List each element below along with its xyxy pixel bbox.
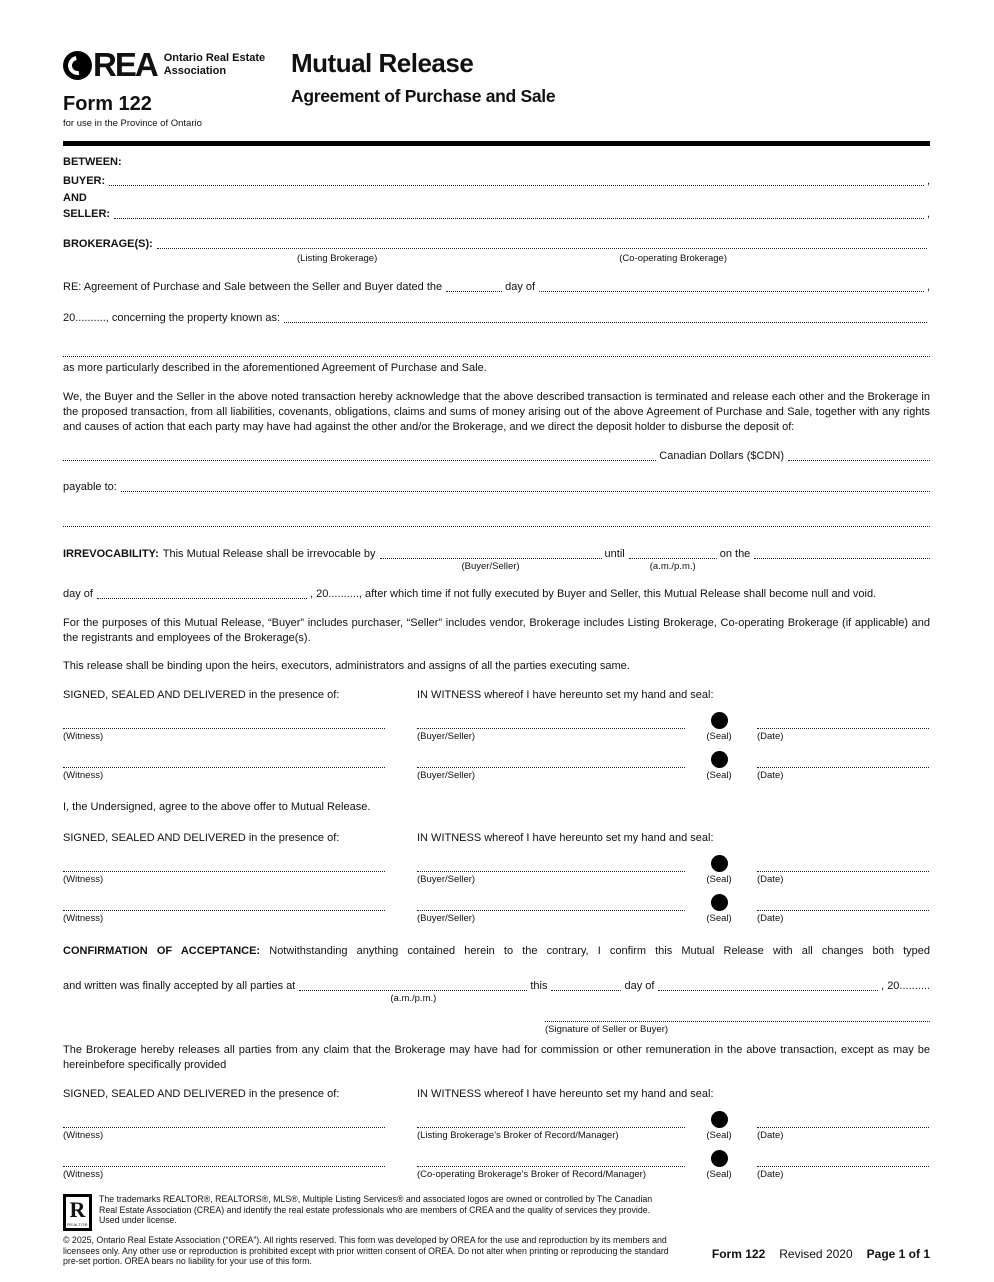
release-paragraph: We, the Buyer and the Seller in the above noted transaction hereby acknowledge that the above described transaction is terminated and release each other and the Brokerage in the proposed transaction, from all liabilities, covenants, obligations, claims and sums of money arising out of the above Agreement of Purchase and Sale, together with any rights and causes of action that each party may have had against the other and/or the Brokerage, and we direct the deposit holder to disburse the deposit of: [63,391,930,433]
irrevocability-label: IRREVOCABILITY: [63,548,159,560]
acceptance-month-field[interactable] [658,990,878,991]
signed-sealed-label: SIGNED, SEALED AND DELIVERED in the presence of: [63,832,340,844]
date-field[interactable] [757,864,929,872]
dated-month-field[interactable] [539,291,924,292]
date-field[interactable] [757,903,929,911]
form-number: Form 122 [63,93,152,115]
witness-signature-field[interactable] [63,1120,385,1128]
signature-row: (Witness) (Buyer/Seller) (Seal) (Date) [63,751,930,781]
confirmation-label: CONFIRMATION OF ACCEPTANCE: [63,945,261,957]
realtor-logo-icon: R REALTOR [63,1194,92,1231]
deposit-amount-numeric-field[interactable] [788,460,930,461]
re-clause-text: RE: Agreement of Purchase and Sale between the Seller and Buyer dated the [63,281,443,293]
seal-icon [711,855,728,872]
signature-row: (Witness) (Buyer/Seller) (Seal) (Date) [63,712,930,742]
dated-day-field[interactable] [446,291,502,292]
signed-sealed-label: SIGNED, SEALED AND DELIVERED in the presence of: [63,689,340,701]
property-known-as-text: 20.........., concerning the property known as: [63,312,281,324]
copyright-notice: © 2025, Ontario Real Estate Association (“OREA”). All rights reserved. This form was developed by OREA for the use and reproduction by its members and licensees only. Any other use or reproduction is prohibited except with prior written consent of OREA. Do not alter when printing or reproducing the standard pre-set portion. OREA bears no liability for your use of this form. [63,1235,669,1266]
irrevocability-text: This Mutual Release shall be irrevocable by [162,548,376,560]
brokerage-captions [63,253,930,264]
ampm-caption: (a.m./p.m.) [390,993,437,1004]
witness-signature-field[interactable] [63,760,385,768]
ampm-caption: (a.m./p.m.) [649,561,696,572]
signature-row: (Witness) (Buyer/Seller) (Seal) (Date) [63,855,930,885]
form-page: REA Ontario Real Estate Association Form 122 for use in the Province of Ontario Mutual Release Agreement of Purchase and Sale BETWEEN: BUYER: , AND SELLER: , BROKERAGE(S): (Listing Brokerage) (Co-operating Brokerage) RE: Agreement of Purchase and Sale between the Seller and Buyer dated the day of , 20.........., concerning the property known as: as more particularly described in the aforementioned Agreement of Purchase and Sale. We, the Buyer and the Seller in the above noted transaction hereby acknowledge that the above described transaction is terminated and release each other and the Brokerage in the proposed transaction, from all liabilities, covenants, obligations, claims and sums of money arising out of the above Agreement of Purchase and Sale, together with any rights and causes of action that each party may have had against the other and/or the Brokerage, and we direct the deposit holder to disburse the deposit of: Canadian Dollars ($CDN) payable to: IRREVOCABILITY: This Mutual Release shall be irrevocable by (Buyer/Seller) until (a.m./p.m.) on the day of , 20.........., after which time if not fully executed by Buyer and Seller, this Mutual Release shall become null and void. For the purposes of this Mutual Release, “Buyer” includes purchaser, “Seller” includes vendor, Brokerage includes Listing Brokerage, Co-operating Brokerage (if applicable) and the registrants and employees of the Brokerage(s). This release shall be binding upon the heirs, executors, administrators and assigns of all the parties executing same. SIGNED, SEALED AND DELIVERED in the presence of: IN WITNESS whereof I have hereunto set my hand and seal: (Witness) (Buyer/Seller) (Seal) (Date) (Witness) (Buyer/Seller) (Seal) (Date) I, the Undersigned, agree to the above offer to Mutual Release. SIGNED, SEALED AND DELIVERED in the presence of: IN WITNESS whereof I have hereunto set my hand and seal: (Witness) (Buyer/Seller) (Seal) (Date) (Witness) (Buyer/Seller) (Seal) (Date) CONFIRMATION OF ACCEPTANCE: Notwithstanding anything contained herein to the contrary, I confirm this Mutual Release with all changes both typed and written was finally accepted by all parties at (a.m./p.m.) this day of , 20.......... (Signature of Seller or Buyer) The Brokerage hereby releases all parties from any claim that the Brokerage may have had for commission or other remuneration in the above transaction, except as may be hereinbefore specifically provided SIGNED, SEALED AND DELIVERED in the presence of: IN WITNESS whereof I have hereunto set my hand and seal: (Witness) (Listing Brokerage’s Broker of Record/Manager) (Seal) (Date) (Witness) (Co-operating Brokerage’s Broker of Record/Manager) (Seal) (Date) R REALTOR The trademarks REALTOR®, REALTORS®, MLS®, Multiple Listing Services® and associated logos are owned or controlled by The Canadian Real Estate Association (CREA) and identify the real estate professionals who are members of CREA and the quality of services they provide. Used under license. © 2025, Ontario Real Estate Association (“OREA”). All rights reserved. This form was developed by OREA for the use and reproduction by its members and licensees only. Any other use or reproduction is prohibited except with prior written consent of OREA. Do not alter when printing or reproducing the standard pre-set portion. OREA bears no liability for your use of this form. Form 122 Revised 2020 Page 1 of 1 [0,0,994,1282]
acceptance-time-field[interactable] [299,990,527,1004]
seal-icon [711,894,728,911]
header-rule [63,141,930,146]
form-title: Mutual Release [291,48,474,78]
trademark-notice: The trademarks REALTOR®, REALTORS®, MLS®, Multiple Listing Services® and associated logos are owned or controlled by The Canadian Real Estate Association (CREA) and identify the real estate professionals who are members of CREA and the quality of services they provide. Used under license. [99,1194,653,1225]
witness-signature-field[interactable] [63,864,385,872]
brokerage-release-paragraph: The Brokerage hereby releases all parties from any claim that the Brokerage may have had for commission or other remuneration in the above transaction, except as may be hereinbefore specifically provided [63,1044,930,1071]
orea-org-name: Ontario Real Estate Association [163,52,266,77]
footer-page: Page 1 of 1 [866,1246,930,1261]
buyer-seller-signature-field[interactable] [417,864,685,872]
seal-icon [711,751,728,768]
signature-row: (Witness) (Buyer/Seller) (Seal) (Date) [63,894,930,924]
irrevocable-by-field[interactable] [380,558,602,572]
orea-logo [63,46,291,84]
payable-to-continued-field[interactable] [63,513,930,527]
signature-row: (Witness) (Listing Brokerage’s Broker of Record/Manager) (Seal) (Date) [63,1111,930,1141]
seal-icon [711,1111,728,1128]
seller-buyer-signature-field[interactable] [545,1014,930,1022]
signature-of-caption: (Signature of Seller or Buyer) [545,1024,669,1035]
buyer-seller-signature-field[interactable] [417,721,685,729]
date-field[interactable] [757,760,929,768]
witness-signature-field[interactable] [63,903,385,911]
footer [63,1194,930,1267]
between-label: BETWEEN: [63,156,122,168]
seller-label: SELLER: [63,208,111,220]
date-field[interactable] [757,721,929,729]
payable-to-field[interactable] [121,491,930,492]
payable-to-label: payable to: [63,481,117,493]
irrevocability-month-field[interactable] [97,598,307,599]
until-time-field[interactable] [629,558,717,572]
listing-brokerage-caption: (Listing Brokerage) [297,253,378,264]
listing-broker-signature-field[interactable] [417,1120,685,1128]
in-witness-label: IN WITNESS whereof I have hereunto set my hand and seal: [417,689,714,701]
footer-revised: Revised 2020 [779,1246,853,1261]
confirmation-text: Notwithstanding anything contained herein to the contrary, I confirm this Mutual Release with all changes both typed [269,945,931,957]
property-description-field[interactable] [63,343,930,357]
irrevocability-day-of: day of [63,588,93,600]
buyer-seller-caption: (Buyer/Seller) [461,561,520,572]
witness-signature-field[interactable] [63,1159,385,1167]
undersigned-text: I, the Undersigned, agree to the above offer to Mutual Release. [63,801,371,813]
buyer-seller-signature-field[interactable] [417,903,685,911]
described-text: as more particularly described in the aforementioned Agreement of Purchase and Sale. [63,362,487,374]
coop-brokerage-caption: (Co-operating Brokerage) [619,253,727,264]
date-field[interactable] [757,1120,929,1128]
buyer-label: BUYER: [63,175,106,187]
seal-icon [711,1150,728,1167]
signature-row: (Witness) (Co-operating Brokerage’s Broker of Record/Manager) (Seal) (Date) [63,1150,930,1180]
in-witness-label: IN WITNESS whereof I have hereunto set my hand and seal: [417,1088,714,1100]
coop-broker-signature-field[interactable] [417,1159,685,1167]
brokerage-names-field[interactable] [157,248,927,249]
in-witness-label: IN WITNESS whereof I have hereunto set my hand and seal: [417,832,714,844]
deposit-amount-words-field[interactable] [63,460,656,461]
purposes-paragraph: For the purposes of this Mutual Release, “Buyer” includes purchaser, “Seller” includes vendor, Brokerage includes Listing Brokerage, Co-operating Brokerage (if applicable) and the registrants and employees of the Brokerage(s). [63,617,930,644]
form-jurisdiction: for use in the Province of Ontario [63,118,202,129]
buyer-seller-signature-field[interactable] [417,760,685,768]
property-known-as-field[interactable] [284,322,927,323]
acceptance-day-field[interactable] [551,990,621,991]
brokerages-label: BROKERAGE(S): [63,238,153,250]
buyer-name-field[interactable] [109,185,924,186]
form-header [63,46,930,129]
witness-signature-field[interactable] [63,721,385,729]
signed-sealed-label: SIGNED, SEALED AND DELIVERED in the presence of: [63,1088,340,1100]
and-label: AND [63,192,87,204]
footer-form-number: Form 122 [711,1246,766,1261]
date-field[interactable] [757,1159,929,1167]
seal-icon [711,712,728,729]
seller-name-field[interactable] [114,218,924,219]
on-the-day-field[interactable] [754,558,930,559]
currency-label: Canadian Dollars ($CDN) [659,450,784,462]
form-subtitle: Agreement of Purchase and Sale [291,86,556,106]
binding-paragraph: This release shall be binding upon the heirs, executors, administrators and assigns of all the parties executing same. [63,660,630,672]
orea-logo-icon: REA [63,46,157,84]
accepted-text: and written was finally accepted by all parties at [63,980,296,992]
